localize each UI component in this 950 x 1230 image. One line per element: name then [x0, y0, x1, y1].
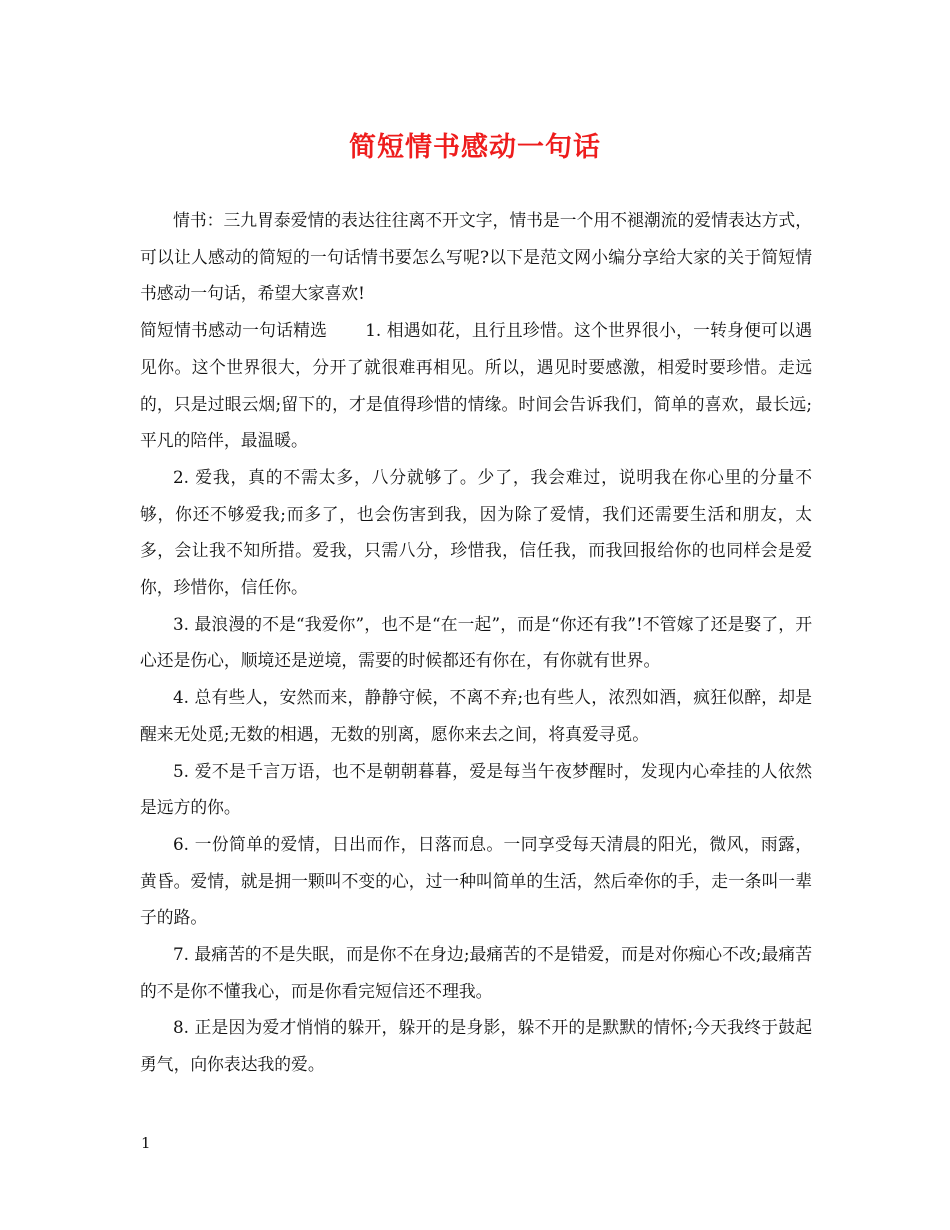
- page-number: 1: [141, 1134, 151, 1152]
- list-item: 8. 正是因为爱才悄悄的躲开，躲开的是身影，躲不开的是默默的情怀;今天我终于鼓起勇气，向你表达我的爱。: [140, 1017, 812, 1075]
- document-body: [140, 202, 812, 1083]
- list-item: 1. 相遇如花，且行且珍惜。这个世界很小，一转身便可以遇见你。这个世界很大，分开了就很难再相见。所以，遇见时要感激，相爱时要珍惜。走远的，只是过眼云烟;留下的，才是值得珍惜的情缘。时间会告诉我们，简单的喜欢，最长远;平凡的陪伴，最温暖。: [140, 320, 812, 451]
- document-title: 简短情书感动一句话: [349, 132, 601, 163]
- list-item: 2. 爱我，真的不需太多，八分就够了。少了，我会难过，说明我在你心里的分量不够，你还不够爱我;而多了，也会伤害到我，因为除了爱情，我们还需要生活和朋友，太多，会让我不知所措。爱我，只需八分，珍惜我，信任我，而我回报给你的也同样会是爱你，珍惜你，信任你。: [140, 466, 812, 598]
- intro-paragraph: 情书：三九胃泰爱情的表达往往离不开文字，情书是一个用不褪潮流的爱情表达方式，可以让人感动的简短的一句话情书要怎么写呢?以下是范文网小编分享给大家的关于简短情书感动一句话，希望大家喜欢!: [140, 210, 812, 304]
- section-paragraph: [140, 312, 812, 459]
- list-item: 7. 最痛苦的不是失眠，而是你不在身边;最痛苦的不是错爱，而是对你痴心不改;最痛苦的不是你不懂我心，而是你看完短信还不理我。: [140, 944, 812, 1001]
- list-item: 6. 一份简单的爱情，日出而作，日落而息。一同享受每天清晨的阳光，微风，雨露，黄昏。爱情，就是拥一颗叫不变的心，过一种叫简单的生活，然后牵你的手，走一条叫一辈子的路。: [140, 833, 812, 928]
- list-item: 3. 最浪漫的不是“我爱你”，也不是“在一起”，而是“你还有我”!不管嫁了还是娶了，开心还是伤心，顺境还是逆境，需要的时候都还有你在，有你就有世界。: [140, 613, 812, 671]
- section-heading: 简短情书感动一句话精选: [140, 320, 328, 341]
- list-item: 5. 爱不是千言万语，也不是朝朝暮暮，爱是每当午夜梦醒时，发现内心牵挂的人依然是远方的你。: [140, 760, 812, 818]
- list-item: 4. 总有些人，安然而来，静静守候，不离不弃;也有些人，浓烈如酒，疯狂似醉，却是醒来无处觅;无数的相遇，无数的别离，愿你来去之间，将真爱寻觅。: [140, 687, 812, 744]
